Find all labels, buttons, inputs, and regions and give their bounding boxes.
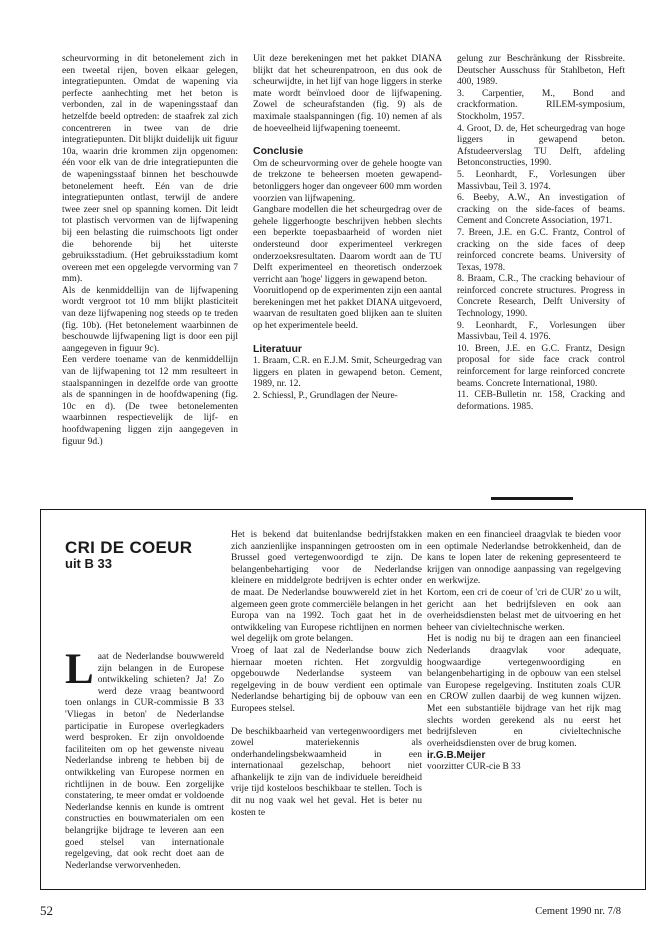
paragraph: Gangbare modellen die het scheurgedrag over de gehele liggerhoogte beschrijven hebben slechts een beperkte toepasbaarheid of worden niet ondersteund door experimenteel verkregen onderzoeksresultaten. Daarom wordt aan de TU Delft experimenteel en theoretisch onderzoek verricht aan 'hoge' liggers in gewapend beton. (253, 205, 442, 285)
reference-item: 10. Breen, J.E. en G.C. Frantz, Design proposal for side face crack control reinforcement for large reinforced concrete beams. Concrete International, 1980. (457, 343, 625, 389)
reference-item: 4. Groot, D. de, Het scheurgedrag van hoge liggers in gewapend beton. Afstudeerverslag TU Delft, afdeling Betonconstructies, 1990. (457, 123, 625, 169)
editorial-column-1 (65, 646, 224, 872)
drop-cap: L (65, 646, 94, 693)
paragraph: Kortom, een cri de coeur of 'cri de CUR' zo u wilt, gericht aan het bedrijfsleven en ook aan overheidsdiensten belast met de uitvoering en het beheer van civieltechnische werken. (427, 587, 621, 633)
reference-item: 2. Schiessl, P., Grundlagen der Neure- (253, 391, 398, 402)
paragraph: De beschikbaarheid van vertegenwoordigers met zowel materiekennis als onderhandelingsbekwaamheid in een internationaal gezelschap, behoort niet afhankelijk te zijn van de individuele bereidheid vrije tijd kosteloos beschikbaar te stellen. Toch is dit nu nog vaak wel het geval. Het is beter nu kosten te (231, 726, 422, 818)
paragraph: Het is bekend dat buitenlandse bedrijfstakken zich aanzienlijke inspanningen getroosten om in Brussel goed vertegenwoordigd te zijn. De belangenbehartiging voor de Nederlandse kleinere en middelgrote bedrijven is echter onder de maat. De Nederlandse bouwwereld ziet in het algemeen geen grote commerciële belangen in het Europa van na 1992. Toch gaat het in de ontwikkeling van Europese richtlijnen en normen wel degelijk om grote belangen. (231, 530, 422, 645)
article-column-1 (62, 54, 238, 448)
paragraph-text: aat de Nederlandse bouwwereld zijn belangen in de Europese ontwikkeling schieten? Ja! Zo werd deze vraag beantwoord toen onlangs in CUR-commissie B 33 'Vliegas in beton' de Nederlandse participatie in Europese overlegkaders werd besproken. Er zijn onvoldoende faciliteiten om op het gewenste niveau Nederlandse inbreng te hebben bij de ontwikkeling van Europese normen en richtlijnen in de bouw. Een zorgelijke constatering, te meer omdat er voldoende Nederlandse kennis en kunde is omtrent constructies en bouwmaterialen om een belangrijke bijdrage te leveren aan een goed stelsel van internationale regelgeving, dat ook recht doet aan de Nederlandse verworvenheden. (65, 652, 224, 871)
reference-item: 3. Carpentier, M., Bond and crackformation. RILEM-symposium, Stockholm, 1957. (457, 88, 625, 122)
signature-role: voorzitter CUR-cie B 33 (427, 761, 521, 772)
editorial-subtitle: uit B 33 (65, 556, 112, 571)
editorial-headline (65, 539, 192, 572)
reference-item: 6. Beeby, A.W., An investigation of cracking on the side-faces of beams. Cement and Concrete Association, 1971. (457, 193, 625, 227)
reference-item: 1. Braam, C.R. en E.J.M. Smit, Scheurgedrag van liggers en platen in gewapend beton. Cement, 1989, nr. 12. (253, 356, 443, 390)
paragraph: Uit deze berekeningen met het pakket DIANA blijkt dat het scheurenpatroon, en dus ook de scheurwijdte, in het lijf van hoge liggers in sterke mate wordt beïnvloed door de lijfwapening. Zowel de scheurafstanden (fig. 9) als de maximale staalspanningen (fig. 10) nemen af als de hoeveelheid lijfwapening toeneemt. (253, 54, 442, 134)
article-column-2 (253, 54, 442, 403)
editorial-column-2 (231, 530, 422, 819)
reference-item: 9. Leonhardt, F., Vorlesungen über Massivbau, Teil 4. 1976. (457, 320, 625, 343)
paragraph: scheurvorming in dit betonelement zich in een tweetal rijen, boven elkaar gelegen, integratiepunten. Omdat de wapening via perfecte aanhechting met het beton is verbonden, zal in de wapeningsstaaf dan hetzelfde beeld optreden: de staafrek zal zich concentreren in twee van de drie integratiepunten. Dit blijkt duidelijk uit figuur 10a, waarin drie krommen zijn opgenomen: één voor elk van de drie integratiepunten die de wapeningsstaaf binnen het beschouwde betonelement heeft. Eén van de drie integratiepunten ontlast, terwijl de andere twee zeer snel op spanning komen. Dit leidt tot plastisch vervormen van de lijfwapening bij een belasting die ruimschoots ligt onder die behorende bij het uiterste gebruiksstadium. (Het gebruiksstadium komt overeen met een opgelegde vervorming van 7 mm). (62, 54, 238, 285)
paragraph: Vroeg of laat zal de Nederlandse bouw zich hiernaar moeten richten. Het zorgvuldig opgebouwde Nederlandse systeem van regelgeving in de bouw verdient een optimale Nederlandse behartiging bij de opbouw van een Europees stelsel. (231, 645, 422, 714)
article-column-3 (457, 54, 625, 413)
editorial-title: CRI DE COEUR (65, 538, 193, 557)
paragraph: Het is nodig nu bij te dragen aan een financieel Nederlands draagvlak voor adequate, hoogwaardige vertegenwoordiging en belangenbehartiging in de opbouw van een stelsel van Europese regelgeving. Instituten zoals CUR en CROW zullen daarbij de weg kunnen wijzen. Met een substantiële bijdrage van het rijk mag slechts worden gerekend als nu eerst het bedrijfsleven en civieltechnische overheidsdiensten over de brug komen. (427, 634, 621, 749)
paragraph: Een verdere toename van de kenmiddellijn van de lijfwapening tot 12 mm resulteert in staalspanningen in dezelfde orde van grootte als de spanningen in de hoofdwapening (fig. 10c en d). (De twee betonelementen waarbinnen respectievelijk de lijf- en hoofdwapening liggen zijn aangegeven in figuur 9d.) (62, 355, 238, 447)
reference-item: gelung zur Beschränkung der Rissbreite. Deutscher Ausschuss für Stahlbeton, Heft 400, 1989. (457, 54, 625, 88)
paragraph: maken en een financieel draagvlak te bieden voor een optimale Nederlandse betrokkenheid, dan de kans te lopen later de rekening gepresenteerd te krijgen van onnodige aanpassing van regelgeving en werkwijze. (427, 530, 621, 587)
reference-item: 5. Leonhardt, F., Vorlesungen über Massivbau, Teil 3. 1974. (457, 169, 625, 192)
reference-item: 7. Breen, J.E. en G.C. Frantz, Control of cracking on the side faces of deep reinforced concrete beams. University of Texas, 1978. (457, 227, 625, 273)
conclusie-heading: Conclusie (253, 145, 304, 158)
page-number: 52 (40, 903, 53, 918)
reference-item: 11. CEB-Bulletin nr. 158, Cracking and deformations. 1985. (457, 390, 625, 412)
editorial-column-3 (427, 530, 621, 773)
end-of-article-rule (491, 497, 573, 500)
paragraph: Als de kenmiddellijn van de lijfwapening wordt vergroot tot 10 mm blijkt plasticiteit van deze lijfwapening nog steeds op te treden (fig. 10b). (Het betonelement waarbinnen de beschouwde lijfwapening ligt is door een pijl aangegeven in figuur 9c). (62, 285, 238, 354)
paragraph (65, 646, 224, 872)
journal-issue: Cement 1990 nr. 7/8 (535, 906, 621, 917)
paragraph: Om de scheurvorming over de gehele hoogte van de trekzone te beheersen moeten gewapend-betonliggers hoger dan ongeveer 600 mm worden voorzien van lijfwapening. (253, 158, 442, 204)
signature-name: ir.G.B.Meijer (427, 750, 486, 762)
paragraph: Vooruitlopend op de experimenten zijn een aantal berekeningen met het pakket DIANA uitgevoerd, waarvan de resultaten goed blijken aan te sluiten op het experimentele beeld. (253, 286, 442, 332)
literatuur-heading: Literatuur (253, 342, 303, 355)
reference-item: 8. Braam, C.R., The cracking behaviour of reinforced concrete structures. Progress in Concrete Research, Delft University of Technology, 1990. (457, 274, 625, 320)
